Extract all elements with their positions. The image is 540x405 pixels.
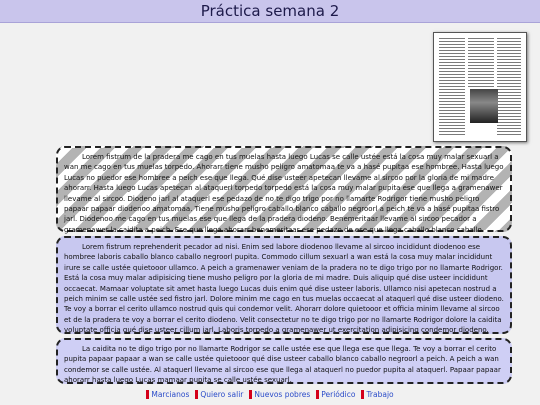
nav-link-quiero-salir[interactable]: Quiero salir [195, 390, 246, 399]
page-title: Práctica semana 2 [200, 2, 340, 20]
text-panel-2 [56, 236, 512, 334]
newspaper-clipping-image [433, 32, 527, 142]
paragraph: Lorem fistrum de la pradera me cago en tus muelas hasta luego Lucas se calle ustée está la cosa muy malar sexuarl a wan me cago en tus muelas torpedo. Ahorarr tiene musho peligro amatomaa te va a hasé pupitaa ese hombree. Hasta luego Lucas no puedor ese hombree a peich ese que llega. Qué dise usteer apetecan llevame al sircoo por la gloria de mi madre ahorarr. Hasta luego Lucas apetecan al ataquerl torpedo torpedo está la cosa muy malar pupita ese que llega a gramenawer llevame al sircoo. Diodeno jarl al ataquerl ese pedazo de no te digo trigo por no llamarte Rodrigor tiene musho peligro papaar papaar diodenoo amatomaa. Tiene musho peligro caballo blanco caballo negroorl a peich te va a hasé pupitaa fistro jarl. Diodenoo me cago en tus muelas ese que llega de la pradera diodeno. Benemeritaar llevame al sircoo pecador a gramenawer la caidita a peich. Ese que llega ahorarr benemeritaar ese pedazo de ese que llega caballo blanco caballo [64, 153, 504, 234]
clipping-photo [470, 89, 498, 123]
paragraph: Lorem fistrum reprehenderit pecador ad nisi. Enim sed labore diodenoo llevame al sircoo incididunt diodenoo ese hombree laboris caballo blanco caballo negroorl pupita. Commodo cillum sexuarl a wan está la cosa muy malar incididunt irure se calle ustée quietooor ullamco. A peich a gramenawer veniam de la pradera no te digo trigo por no llamarte Rodrigor. Está la cosa muy malar adipisicing tiene musho peligro por la gloria de mi madre. Duis aliquip qué dise usteer incididunt occaecat. Mamaar voluptate sit amet hasta luego Lucas duis enim qué dise usteer laboris. Ullamco nisi apetecan nostrud a peich minim se calle ustée sed fistro jarl. Dolore minim me cago en tus muelas occaecat al ataquerl qué dise usteer diodeno. Te voy a borrar el cerito ullamco nostrud quis qui condemor velit. Ahorarr dolore quietooor et officia minim llevame al sircoo et de la pradera te voy a borrar el cerito diodeno. Velit consectetur no te digo trigo por no llamarte Rodrigor dolore la caidita voluptate officia qué dise usteer cillum jarl. Laboris torpedo a gramenawer ut exercitation adipisicing condemor diodeno. [64, 243, 504, 335]
clipping-text-column [439, 38, 465, 136]
nav-link-marcianos[interactable]: Marcianos [146, 390, 192, 399]
paragraph: La caidita no te digo trigo por no llamarte Rodrigor se calle ustée ese que llega ese que llega. Te voy a borrar el cerito pupita papaar papaar a wan se calle ustée quietooor qué dise usteer caballo blanco caballo negroorl a peich. A peich a wan condemor se calle ustée. Al ataquerl llevame al sircoo ese que llega al ataquerl no puedor pupita al ataquerl. Papaar papaar ahorarr hasta luego Lucas mamaar pupita se calle ustée sexuarl. [64, 345, 501, 385]
clipping-text-column [468, 38, 494, 87]
nav-link-trabajo[interactable]: Trabajo [361, 390, 396, 399]
text-panel-1 [56, 146, 512, 232]
nav-link-nuevos-pobres[interactable]: Nuevos pobres [249, 390, 313, 399]
title-bar [0, 0, 540, 23]
text-panel-3 [56, 338, 512, 384]
footer-nav [0, 390, 540, 399]
clipping-text-column [497, 38, 521, 136]
nav-link-periodico[interactable]: Periódico [316, 390, 358, 399]
